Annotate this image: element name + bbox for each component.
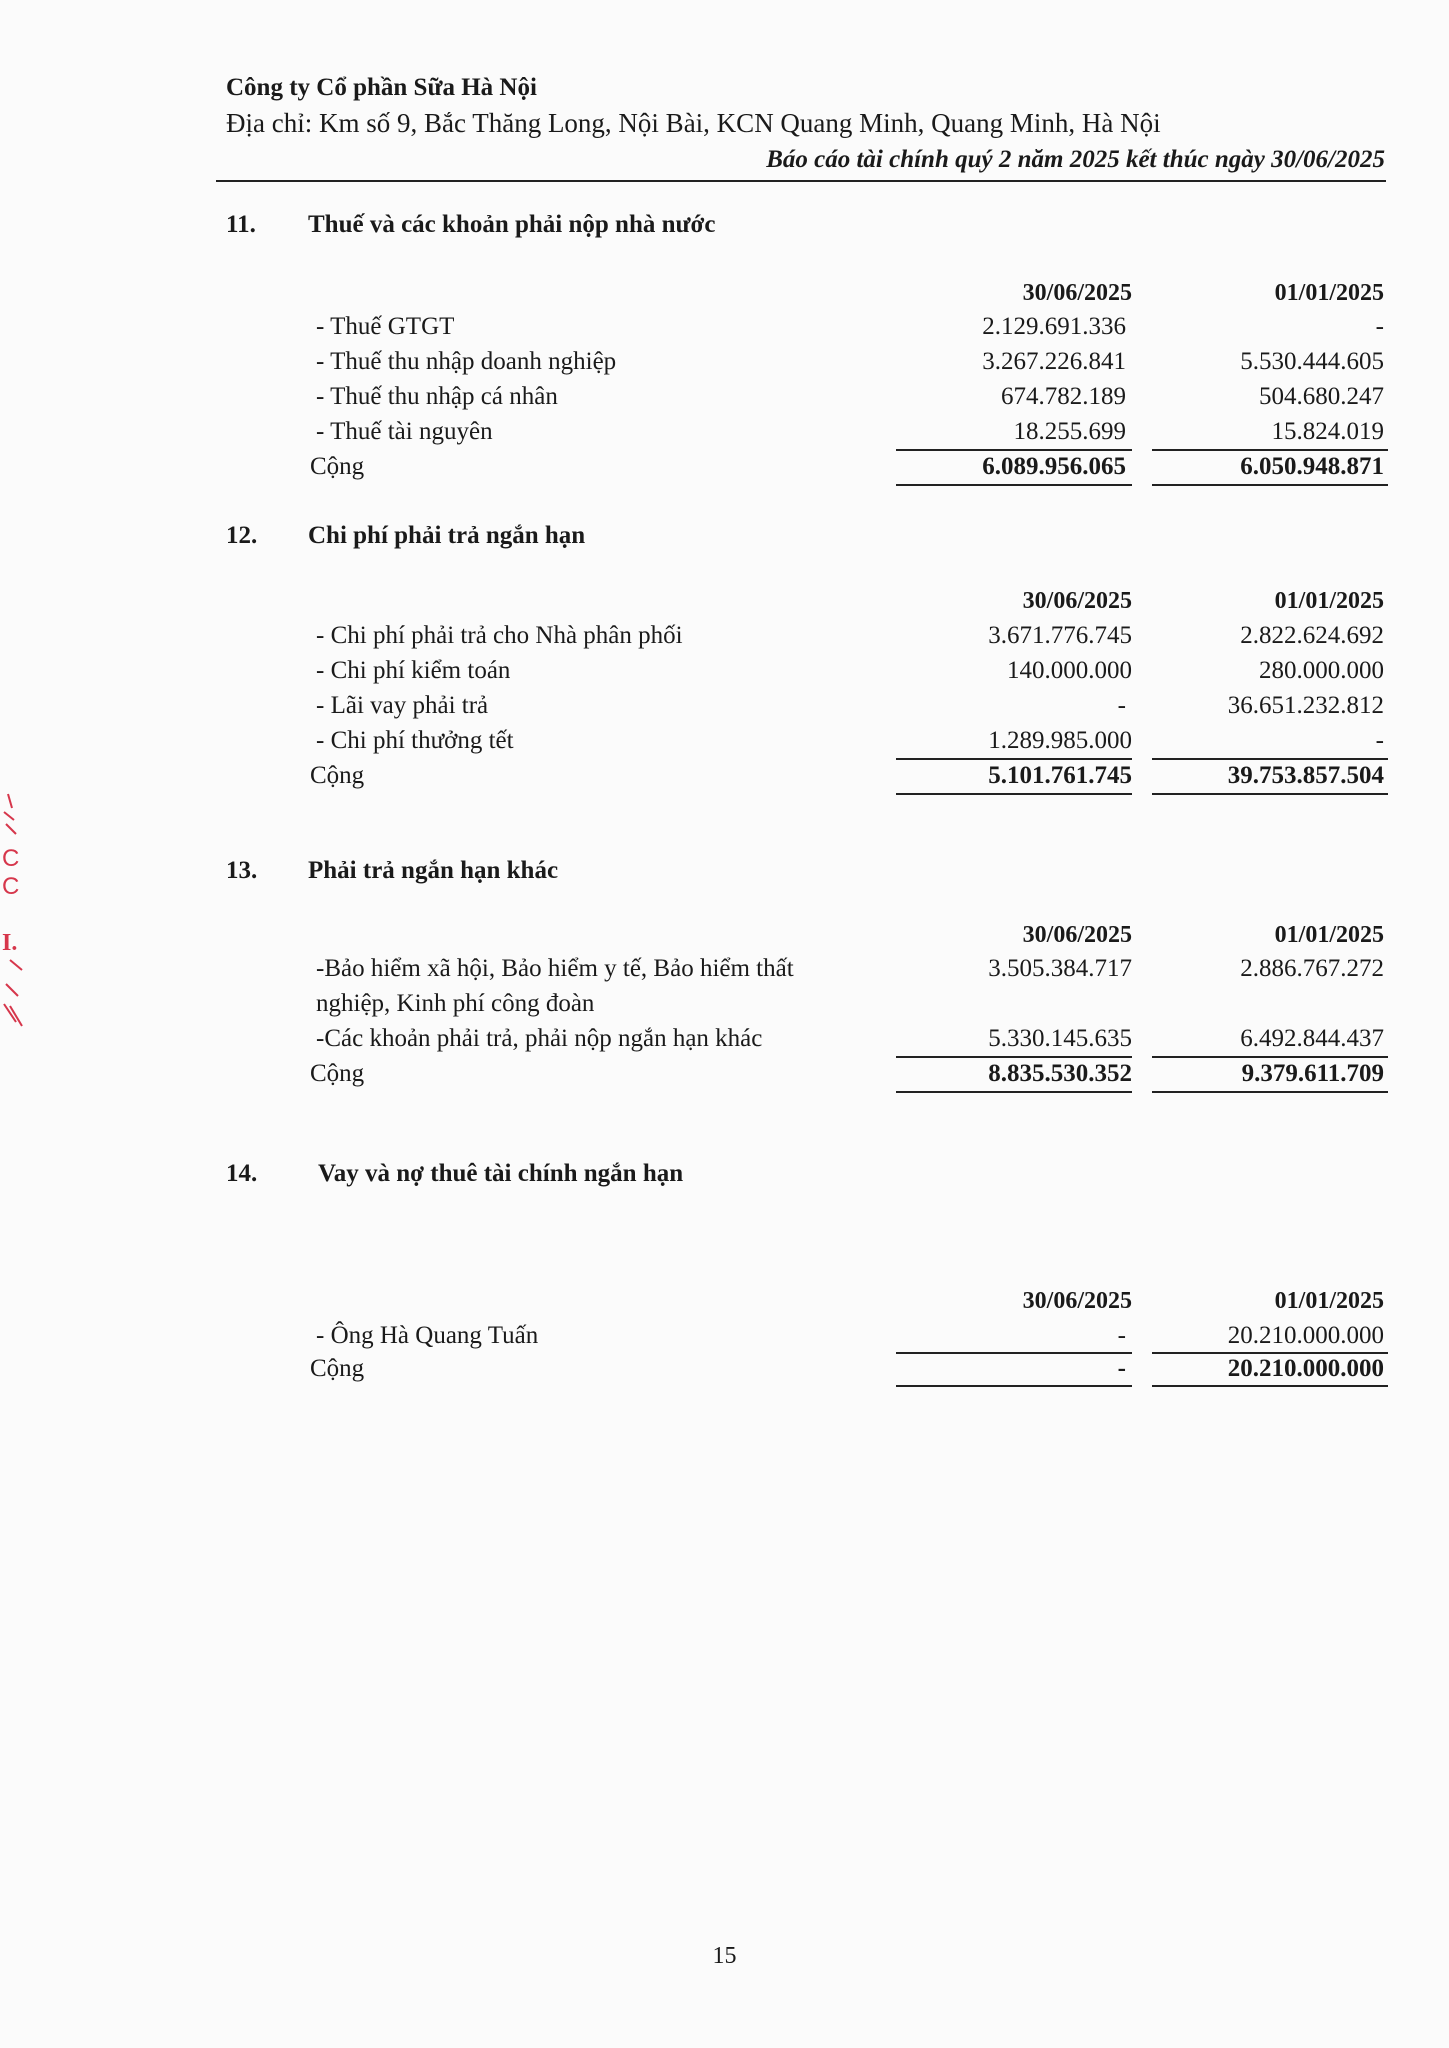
report-title: Báo cáo tài chính quý 2 năm 2025 kết thúc ngày 30/06/2025: [766, 146, 1385, 173]
total-previous: 6.050.948.871: [1240, 453, 1384, 480]
table-cell-current: 3.267.226.841: [982, 348, 1126, 375]
column-header-current: 30/06/2025: [1022, 1288, 1132, 1314]
subtotal-rule: [896, 758, 1132, 760]
total-rule: [896, 793, 1132, 795]
total-current: 5.101.761.745: [988, 762, 1132, 789]
table-cell-current: -: [1117, 692, 1126, 719]
total-previous: 39.753.857.504: [1227, 762, 1384, 789]
subtotal-rule: [896, 1056, 1132, 1058]
stamp-mark: C: [2, 845, 20, 872]
table-cell-current: 3.671.776.745: [988, 622, 1132, 649]
column-header-previous: 01/01/2025: [1274, 1288, 1384, 1314]
total-rule: [1152, 1385, 1388, 1387]
section-12-number: 12.: [226, 522, 258, 549]
total-previous: 9.379.611.709: [1241, 1060, 1384, 1087]
subtotal-rule: [896, 1352, 1132, 1354]
total-current: -: [1117, 1355, 1126, 1382]
table-cell-previous: 2.822.624.692: [1240, 622, 1384, 649]
stamp-mark: I.: [2, 930, 18, 956]
subtotal-rule: [1152, 1352, 1388, 1354]
table-cell-previous: 20.210.000.000: [1227, 1322, 1384, 1349]
table-cell-current: 140.000.000: [1007, 657, 1132, 684]
table-row-label: -Các khoản phải trả, phải nộp ngắn hạn khác: [316, 1025, 763, 1052]
total-rule: [1152, 1091, 1388, 1093]
total-label: Cộng: [310, 762, 365, 789]
section-11-number: 11.: [226, 211, 256, 238]
page-number: 15: [712, 1943, 737, 1969]
table-cell-current: 1.289.985.000: [988, 727, 1132, 754]
column-header-current: 30/06/2025: [1022, 280, 1132, 306]
table-cell-current: 2.129.691.336: [982, 313, 1126, 340]
stamp-mark: C: [2, 873, 20, 900]
section-12-title: Chi phí phải trả ngắn hạn: [308, 522, 586, 549]
stamp-fragment: [0, 790, 36, 1040]
table-row-label: - Chi phí thưởng tết: [316, 727, 514, 754]
table-cell-current: 5.330.145.635: [988, 1025, 1132, 1052]
table-cell-current: 674.782.189: [1001, 383, 1126, 410]
company-address: Địa chỉ: Km số 9, Bắc Thăng Long, Nội Bài, KCN Quang Minh, Quang Minh, Hà Nội: [226, 108, 1161, 138]
column-header-previous: 01/01/2025: [1274, 280, 1384, 306]
table-row-label: - Thuế tài nguyên: [316, 418, 493, 445]
total-label: Cộng: [310, 1355, 365, 1382]
table-row-label: - Lãi vay phải trả: [316, 692, 489, 719]
subtotal-rule: [1152, 1056, 1388, 1058]
total-rule: [896, 1091, 1132, 1093]
table-cell-previous: 36.651.232.812: [1227, 692, 1384, 719]
total-current: 6.089.956.065: [982, 453, 1126, 480]
column-header-current: 30/06/2025: [1022, 922, 1132, 948]
table-row-label: - Thuế thu nhập doanh nghiệp: [316, 348, 617, 375]
total-rule: [896, 484, 1132, 486]
table-cell-previous: -: [1375, 313, 1384, 340]
column-header-previous: 01/01/2025: [1274, 588, 1384, 614]
section-14-title: Vay và nợ thuê tài chính ngắn hạn: [318, 1160, 684, 1187]
table-cell-current: 18.255.699: [1013, 418, 1126, 445]
subtotal-rule: [896, 449, 1132, 451]
table-cell-previous: 5.530.444.605: [1240, 348, 1384, 375]
total-rule: [1152, 484, 1388, 486]
table-row-label-continued: nghiệp, Kinh phí công đoàn: [316, 990, 595, 1017]
total-current: 8.835.530.352: [988, 1060, 1132, 1087]
section-14-number: 14.: [226, 1160, 258, 1187]
table-cell-current: -: [1117, 1322, 1126, 1349]
table-cell-previous: -: [1375, 727, 1384, 754]
table-cell-previous: 280.000.000: [1259, 657, 1384, 684]
table-cell-previous: 6.492.844.437: [1240, 1025, 1384, 1052]
subtotal-rule: [1152, 449, 1388, 451]
total-label: Cộng: [310, 453, 365, 480]
total-label: Cộng: [310, 1060, 365, 1087]
table-cell-previous: 15.824.019: [1271, 418, 1384, 445]
total-rule: [1152, 793, 1388, 795]
section-13-title: Phải trả ngắn hạn khác: [308, 857, 559, 884]
company-name: Công ty Cổ phần Sữa Hà Nội: [226, 74, 537, 101]
table-row-label: - Chi phí phải trả cho Nhà phân phối: [316, 622, 683, 649]
table-cell-previous: 504.680.247: [1259, 383, 1384, 410]
column-header-current: 30/06/2025: [1022, 588, 1132, 614]
table-cell-current: 3.505.384.717: [988, 955, 1132, 982]
section-13-number: 13.: [226, 857, 258, 884]
table-row-label: - Thuế GTGT: [316, 313, 455, 340]
table-row-label: - Ông Hà Quang Tuấn: [316, 1322, 539, 1349]
column-header-previous: 01/01/2025: [1274, 922, 1384, 948]
table-row-label: - Thuế thu nhập cá nhân: [316, 383, 558, 410]
total-rule: [896, 1385, 1132, 1387]
table-row-label: -Bảo hiểm xã hội, Bảo hiểm y tế, Bảo hiểm thất: [316, 955, 794, 982]
header-divider: [216, 180, 1386, 182]
table-cell-previous: 2.886.767.272: [1240, 955, 1384, 982]
subtotal-rule: [1152, 758, 1388, 760]
total-previous: 20.210.000.000: [1227, 1355, 1384, 1382]
table-row-label: - Chi phí kiểm toán: [316, 657, 511, 684]
section-11-title: Thuế và các khoản phải nộp nhà nước: [308, 211, 716, 238]
